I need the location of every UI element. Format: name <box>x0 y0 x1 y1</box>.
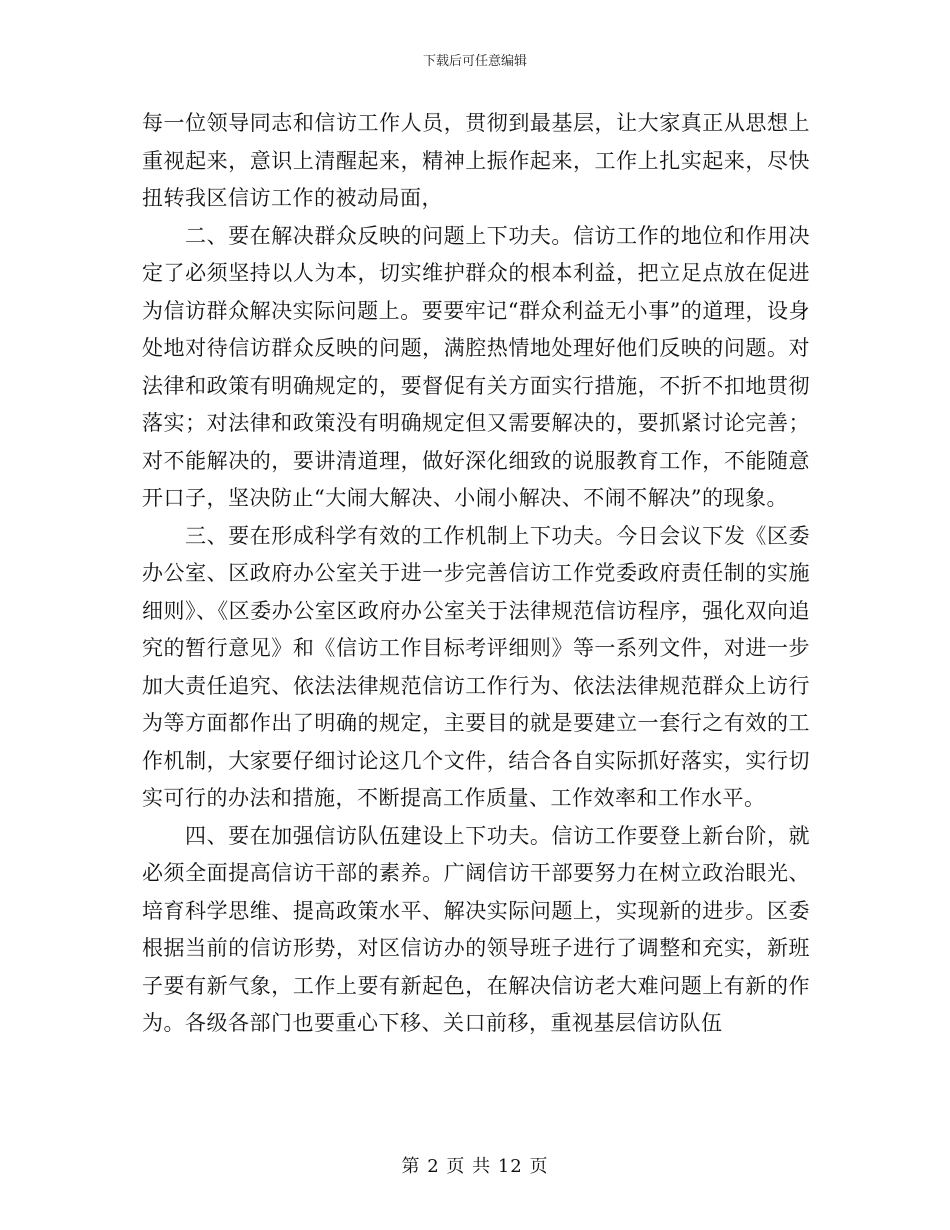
paragraph-section-2: 二、要在解决群众反映的问题上下功夫。信访工作的地位和作用决定了必须坚持以人为本，切实维护群众的根本利益，把立足点放在促进为信访群众解决实际问题上。要要牢记“群众利益无小事”的道理，设身处地对待信访群众反映的问题，满腔热情地处理好他们反映的问题。对法律和政策有明确规定的，要督促有关方面实行措施，不折不扣地贯彻落实；对法律和政策没有明确规定但又需要解决的，要抓紧讨论完善；对不能解决的，要讲清道理，做好深化细致的说服教育工作，不能随意开口子，坚决防止“大闹大解决、小闹小解决、不闹不解决”的现象。 <box>142 223 810 510</box>
paragraph-section-3: 三、要在形成科学有效的工作机制上下功夫。今日会议下发《区委办公室、区政府办公室关于进一步完善信访工作党委政府责任制的实施细则》、《区委办公室区政府办公室关于法律规范信访程序，强化双向追究的暂行意见》和《信访工作目标考评细则》等一系列文件，对进一步加大责任追究、依法法律规范信访工作行为、依法法律规范群众上访行为等方面都作出了明确的规定，主要目的就是要建立一套行之有效的工作机制，大家要仔细讨论这几个文件，结合各自实际抓好落实，实行切实可行的办法和措施，不断提高工作质量、工作效率和工作水平。 <box>142 523 810 810</box>
page-header: 下载后可任意编辑 <box>422 54 527 69</box>
page-number-footer: 第 2 页 共 12 页 <box>401 1156 549 1177</box>
body-text <box>142 105 810 1043</box>
paragraph-section-4: 四、要在加强信访队伍建设上下功夫。信访工作要登上新台阶，就必须全面提高信访干部的素养。广阔信访干部要努力在树立政治眼光、培育科学思维、提高政策水平、解决实际问题上，实现新的进步。区委根据当前的信访形势，对区信访办的领导班子进行了调整和充实，新班子要有新气象，工作上要有新起色，在解决信访老大难问题上有新的作为。各级各部门也要重心下移、关口前移，重视基层信访队伍 <box>142 823 810 1035</box>
paragraph-continuation: 每一位领导同志和信访工作人员，贯彻到最基层，让大家真正从思想上重视起来，意识上清醒起来，精神上振作起来，工作上扎实起来，尽快扭转我区信访工作的被动局面， <box>142 111 810 210</box>
